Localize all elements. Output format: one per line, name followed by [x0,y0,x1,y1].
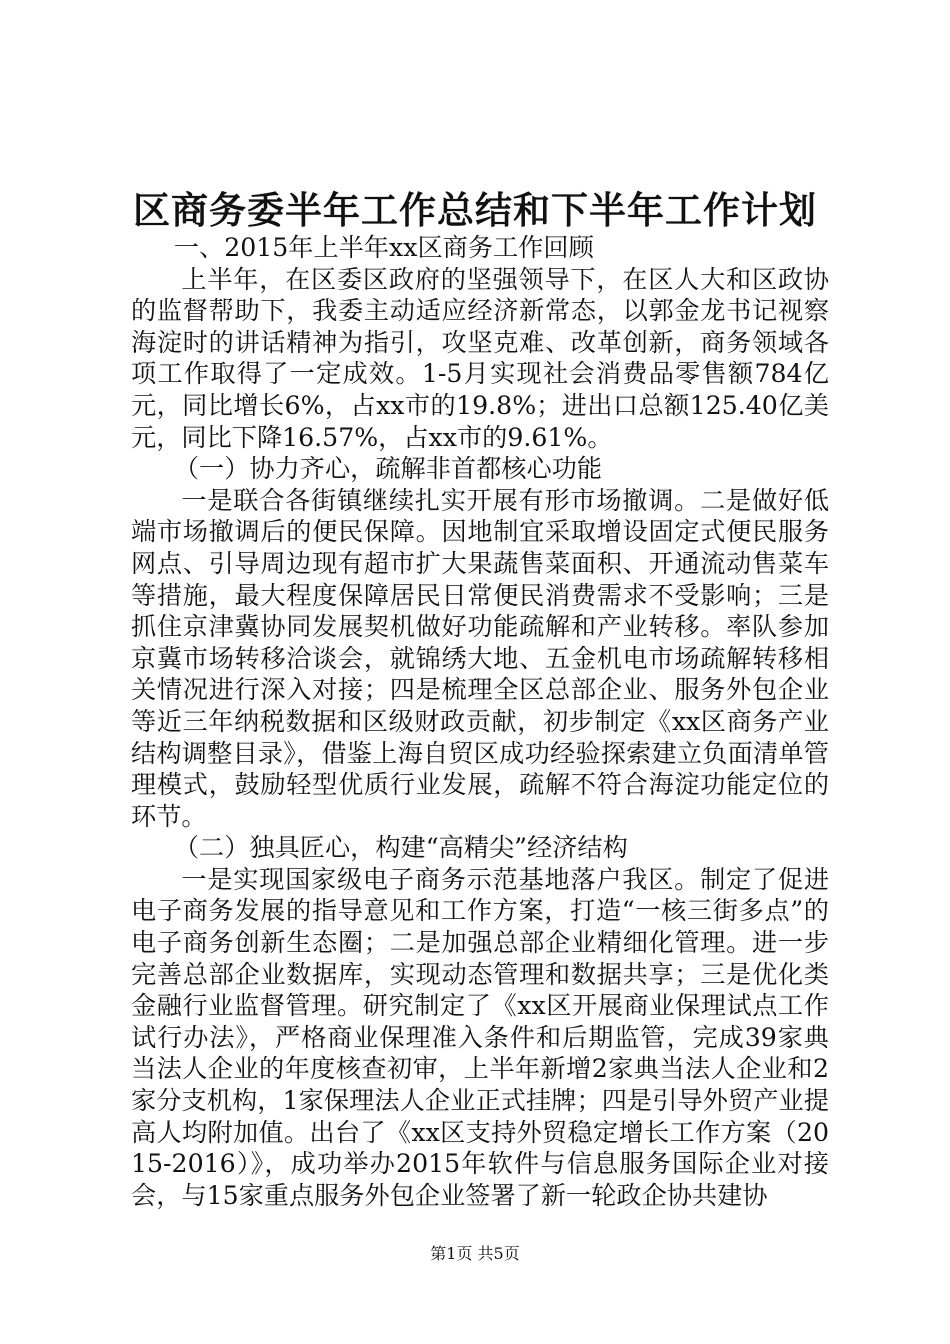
paragraph-subsection-1: 一是联合各街镇继续扎实开展有形市场撤调。二是做好低端市场撤调后的便民保障。因地制宜采取增设固定式便民服务网点、引导周边现有超市扩大果蔬售菜面积、开通流动售菜车等措施，最大程度保障居民日常便民消费需求不受影响；三是抓住京津冀协同发展契机做好功能疏解和产业转移。率队参加京冀市场转移洽谈会，就锦绣大地、五金机电市场疏解转移相关情况进行深入对接；四是梳理全区总部企业、服务外包企业等近三年纳税数据和区级财政贡献，初步制定《xx区商务产业结构调整目录》，借鉴上海自贸区成功经验探索建立负面清单管理模式，鼓励轻型优质行业发展，疏解不符合海淀功能定位的环节。 [131,485,829,831]
paragraph-subsection-2: 一是实现国家级电子商务示范基地落户我区。制定了促进电子商务发展的指导意见和工作方案，打造“一核三街多点”的电子商务创新生态圈；二是加强总部企业精细化管理。进一步完善总部企业数据库，实现动态管理和数据共享；三是优化类金融行业监督管理。研究制定了《xx区开展商业保理试点工作试行办法》，严格商业保理准入条件和后期监管，完成39家典当法人企业的年度核查初审，上半年新增2家典当法人企业和2家分支机构，1家保理法人企业正式挂牌；四是引导外贸产业提高人均附加值。出台了《xx区支持外贸稳定增长工作方案（2015-2016）》，成功举办2015年软件与信息服务国际企业对接会，与15家重点服务外包企业签署了新一轮政企协共建协 [131,864,829,1210]
paragraph-overview: 上半年，在区委区政府的坚强领导下，在区人大和区政协的监督帮助下，我委主动适应经济新常态，以郭金龙书记视察海淀时的讲话精神为指引，攻坚克难、改革创新，商务领域各项工作取得了一定成效。1-5月实现社会消费品零售额784亿元，同比增长6%，占xx市的19.8%；进出口总额125.40亿美元，同比下降16.57%，占xx市的9.61%。 [131,264,829,452]
subsection-heading-2: （二）独具匠心，构建“高精尖”经济结构 [173,833,628,863]
document-title: 区商务委半年工作总结和下半年工作计划 [133,188,817,232]
page-footer: 第1页 共5页 [430,1244,520,1263]
section-heading-review: 一、2015年上半年xx区商务工作回顾 [173,233,594,262]
subsection-heading-1: （一）协力齐心，疏解非首都核心功能 [173,454,603,484]
document-body [131,232,829,1211]
